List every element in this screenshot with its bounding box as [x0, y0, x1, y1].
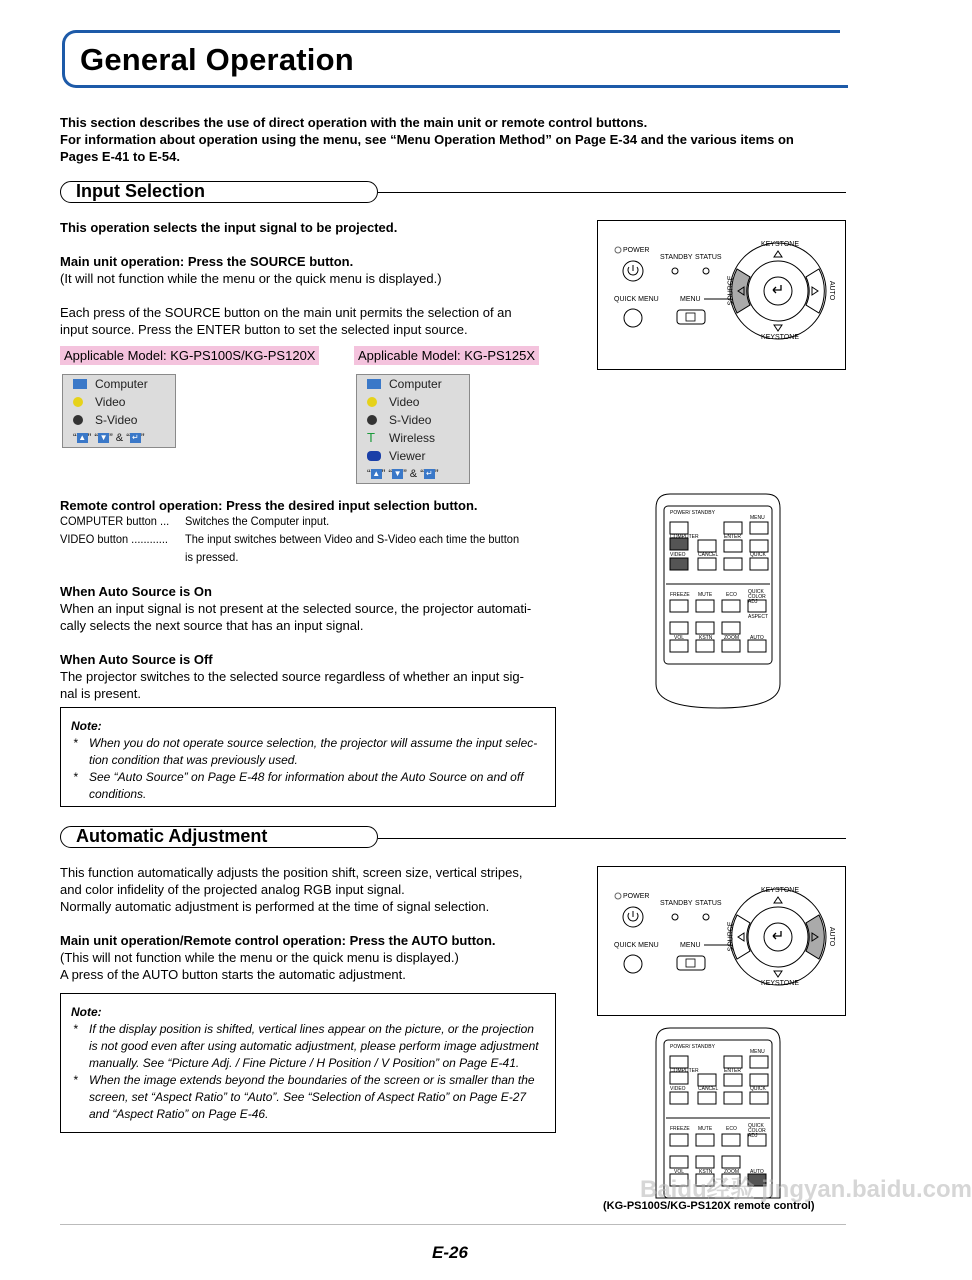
computer-icon: [73, 379, 87, 389]
auto-on-line-1: When an input signal is not present at the selected source, the projector automati-: [60, 601, 532, 616]
section-rule: [378, 838, 846, 839]
section-title-automatic-adjustment: Automatic Adjustment: [76, 826, 268, 846]
auto-label: AUTO: [828, 926, 836, 947]
note-text: manually. See “Picture Adj. / Fine Picture / H Position / V Position” on Page E-41.: [89, 1056, 520, 1070]
note-text: conditions.: [89, 787, 147, 801]
nav-amp: &: [409, 468, 418, 480]
video-button-desc-1: The input switches between Video and S-Video each time the button: [185, 532, 520, 546]
nav-amp: &: [115, 432, 124, 444]
remote-label: QUICK COLOR ADJ: [748, 1123, 766, 1139]
note-text: When the image extends beyond the boundaries of the screen or is smaller than the: [89, 1073, 535, 1087]
source-para-line-1: Each press of the SOURCE button on the main unit permits the selection of an: [60, 305, 512, 320]
menu-item: S-Video: [95, 413, 138, 427]
remote-label: KSTN: [699, 635, 713, 641]
menu-item: Computer: [95, 377, 148, 391]
remote-label: ZOOM: [724, 635, 739, 641]
note-box-input: Note: * When you do not operate source selection, the projector will assume the input selec- tion condition that was previously used. * See “Auto Source” on Page E-48 for information about the Auto Source on and off conditions.: [60, 707, 556, 807]
input-lead: This operation selects the input signal to be projected.: [60, 220, 398, 235]
remote-label: ENTER: [724, 1068, 741, 1074]
standby-label: STANDBY: [660, 900, 693, 907]
computer-icon: [367, 379, 381, 389]
up-arrow-icon: ▲: [372, 469, 381, 479]
auto-on-heading: When Auto Source is On: [60, 584, 212, 599]
video-icon: [73, 397, 83, 407]
note-text: See “Auto Source” on Page E-48 for information about the Auto Source on and off: [89, 770, 524, 784]
video-button-label: VIDEO button ............: [60, 532, 168, 546]
intro-line-2: For information about operation using the menu, see “Menu Operation Method” on Page E-34 and the various items on: [60, 132, 794, 147]
remote-label: VIDEO: [670, 1086, 686, 1092]
auto-op-note: (This will not function while the menu or the quick menu is displayed.): [60, 950, 459, 965]
intro-line-1: This section describes the use of direct operation with the main unit or remote control buttons.: [60, 115, 648, 130]
menu-item: Viewer: [389, 449, 426, 463]
remote-label: FREEZE: [670, 1126, 690, 1132]
power-label: POWER: [623, 247, 650, 254]
remote-label: VOL: [674, 635, 685, 641]
note-text: and “Aspect Ratio” on Page E-46.: [89, 1107, 269, 1121]
auto-para-3: Normally automatic adjustment is performed at the time of signal selection.: [60, 899, 490, 914]
remote-label: POWER/ STANDBY: [670, 510, 715, 516]
auto-off-line-2: nal is present.: [60, 686, 141, 701]
remote-label: QUICK COLOR ADJ: [748, 589, 766, 605]
note-label: Note:: [71, 1005, 102, 1019]
model-badge-b: Applicable Model: KG-PS125X: [354, 346, 539, 365]
keystone-label-top: KEYSTONE: [761, 241, 799, 248]
note-label: Note:: [71, 719, 102, 733]
remote-label: VIDEO: [670, 552, 686, 558]
remote-label: MENU: [750, 515, 765, 521]
remote-label: FREEZE: [670, 592, 690, 598]
computer-button-label: COMPUTER button ...: [60, 514, 170, 528]
auto-off-heading: When Auto Source is Off: [60, 652, 213, 667]
remote-label: AUTO: [750, 635, 764, 641]
note-box-auto: Note: * If the display position is shifted, vertical lines appear on the picture, or the projection is not good even after using automatic adjustment, please perform image adjustment manually. See “Picture Adj. / Fine Picture / H Position / V Position” on Page E-41. * When the image extends beyond the boundaries of the screen or is smaller than the screen, set “Aspect Ratio” to “Auto”. See “Selection of Aspect Ratio” on Page E-27 and “Aspect Ratio” on Page E-46.: [60, 993, 556, 1133]
remote-label: ECO: [726, 592, 737, 598]
control-panel-source: [597, 220, 846, 370]
auto-op-desc: A press of the AUTO button starts the automatic adjustment.: [60, 967, 406, 982]
page-number: E-26: [432, 1243, 468, 1262]
menu-item: Video: [95, 395, 126, 409]
remote-label: ASPECT: [748, 614, 769, 620]
note-text: screen, set “Aspect Ratio” to “Auto”. See “Selection of Aspect Ratio” on Page E-27: [89, 1090, 527, 1104]
auto-para-2: and color infidelity of the projected analog RGB input signal.: [60, 882, 405, 897]
s-video-icon: [367, 415, 377, 425]
menu-label: MENU: [680, 296, 701, 303]
remote-label: AUTO: [750, 1169, 764, 1175]
remote-label: MENU: [750, 1049, 765, 1055]
source-menu-a: [62, 374, 176, 448]
quick-menu-label: QUICK MENU: [614, 296, 659, 303]
note-text: If the display position is shifted, vertical lines appear on the picture, or the projection: [89, 1022, 534, 1036]
menu-item: S-Video: [389, 413, 432, 427]
source-para-line-2: input source. Press the ENTER button to set the selected input source.: [60, 322, 468, 337]
model-badge-a: Applicable Model: KG-PS100S/KG-PS120X: [60, 346, 319, 365]
section-title-input-selection: Input Selection: [76, 181, 206, 201]
note-text: When you do not operate source selection, the projector will assume the input selec-: [89, 736, 538, 750]
section-rule: [378, 192, 846, 193]
menu-item: Video: [389, 395, 420, 409]
remote-label: ECO: [726, 1126, 737, 1132]
video-button-desc-2: is pressed.: [185, 550, 239, 564]
quick-menu-label: QUICK MENU: [614, 942, 659, 949]
remote-label: CANCEL: [698, 552, 719, 558]
note-text: tion condition that was previously used.: [89, 753, 298, 767]
auto-on-line-2: cally selects the next source that has an input signal.: [60, 618, 364, 633]
video-icon: [367, 397, 377, 407]
wireless-icon: T: [367, 430, 375, 445]
remote-label: POWER/ STANDBY: [670, 1044, 715, 1050]
keystone-label-top: KEYSTONE: [761, 887, 799, 894]
menu-label: MENU: [680, 942, 701, 949]
remote-label: MUTE: [698, 1126, 713, 1132]
standby-label: STANDBY: [660, 254, 693, 261]
down-arrow-icon: ▼: [99, 433, 108, 443]
main-unit-note: (It will not function while the menu or the quick menu is displayed.): [60, 271, 442, 286]
footer-rule: [60, 1224, 846, 1225]
remote-illustration-input: [656, 494, 780, 708]
source-label: SOURCE: [727, 275, 735, 306]
watermark: Baidu经验 jingyan.baidu.com: [640, 1176, 972, 1203]
remote-label: COMPUTER: [670, 1068, 699, 1074]
remote-heading: Remote control operation: Press the desired input selection button.: [60, 498, 478, 513]
remote-label: QUICK: [750, 1086, 766, 1092]
power-label: POWER: [623, 893, 650, 900]
remote-label: ZOOM: [724, 1169, 739, 1175]
nav-hint: “ ▲ ” “ ▼ ” & “ ↵ ”: [73, 432, 145, 444]
remote-label: MUTE: [698, 592, 713, 598]
remote-label: KSTN: [699, 1169, 713, 1175]
enter-icon: ↵: [424, 469, 435, 479]
menu-item: Computer: [389, 377, 442, 391]
up-arrow-icon: ▲: [78, 433, 87, 443]
auto-op-heading: Main unit operation/Remote control operation: Press the AUTO button.: [60, 933, 496, 948]
nav-hint: “ ▲ ” “ ▼ ” & “ ↵ ”: [367, 468, 439, 480]
auto-label: AUTO: [828, 280, 836, 301]
note-text: is not good even after using automatic adjustment, please perform image adjustment: [89, 1039, 539, 1053]
down-arrow-icon: ▼: [393, 469, 402, 479]
enter-icon: ↵: [130, 433, 141, 443]
status-label: STATUS: [695, 254, 722, 261]
status-label: STATUS: [695, 900, 722, 907]
auto-off-line-1: The projector switches to the selected source regardless of whether an input sig-: [60, 669, 524, 684]
main-unit-heading: Main unit operation: Press the SOURCE button.: [60, 254, 354, 269]
remote-label: ENTER: [724, 534, 741, 540]
remote-label: QUICK: [750, 552, 766, 558]
auto-para-1: This function automatically adjusts the position shift, screen size, vertical stripes,: [60, 865, 523, 880]
control-panel-auto: [597, 866, 846, 1016]
source-menu-b: [356, 374, 470, 484]
remote-caption: (KG-PS100S/KG-PS120X remote control): [603, 1200, 815, 1212]
keystone-label-bottom: KEYSTONE: [761, 980, 799, 987]
viewer-icon: [367, 451, 381, 461]
computer-button-desc: Switches the Computer input.: [185, 514, 330, 528]
remote-label: CANCEL: [698, 1086, 719, 1092]
keystone-label-bottom: KEYSTONE: [761, 334, 799, 341]
remote-illustration-auto: [656, 1028, 780, 1198]
remote-label: VOL: [674, 1169, 685, 1175]
menu-item: Wireless: [389, 431, 436, 445]
remote-label: COMPUTER: [670, 534, 699, 540]
s-video-icon: [73, 415, 83, 425]
page-title: General Operation: [80, 42, 354, 77]
intro-line-3: Pages E-41 to E-54.: [60, 149, 180, 164]
source-label: SOURCE: [727, 921, 735, 952]
